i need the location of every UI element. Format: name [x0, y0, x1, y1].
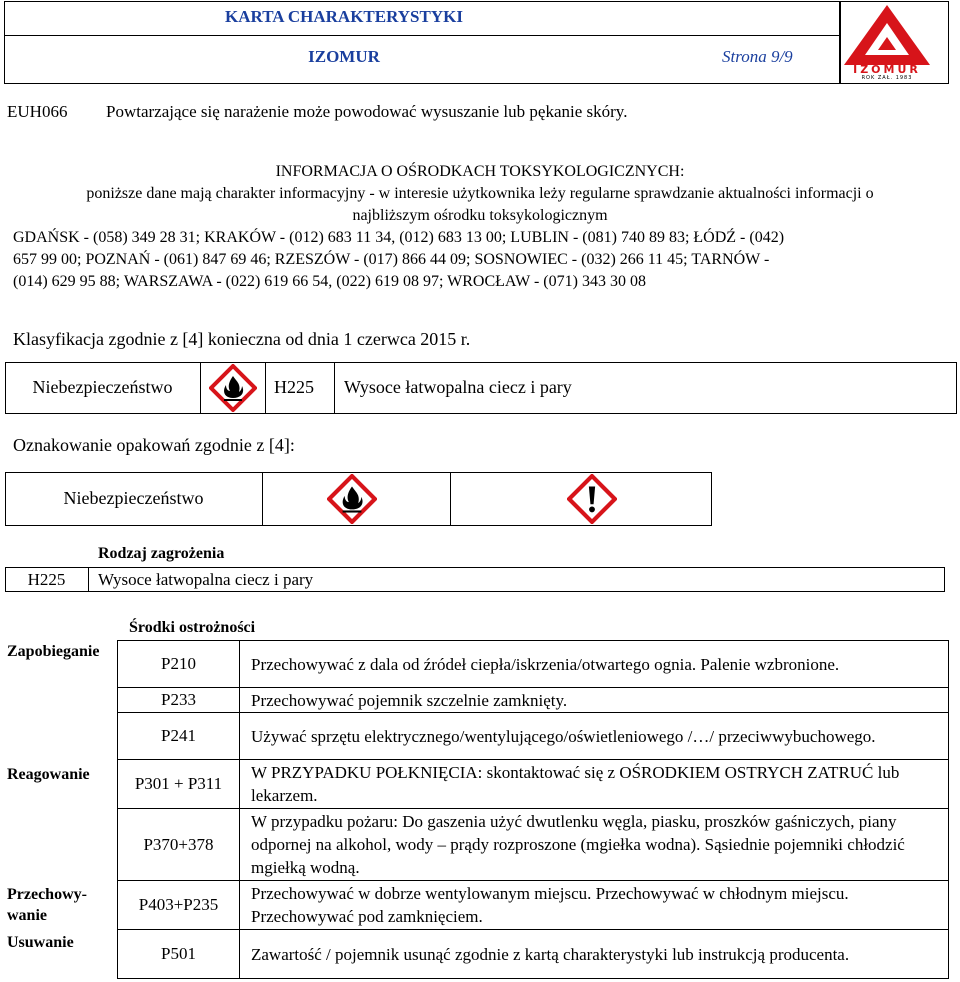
labelling-divider-1: [262, 472, 263, 526]
precaution-code: P403+P235: [118, 881, 240, 929]
logo-subtext: ROK ZAŁ. 1983: [861, 75, 913, 81]
category-response: Reagowanie: [7, 766, 90, 783]
labelling-signal-word: Niebezpieczeństwo: [63, 488, 204, 508]
precaution-text: W przypadku pożaru: Do gaszenia użyć dwutlenku węgla, piasku, proszków gaśniczych, piany odpornej na alkohol, wody – prądy rozproszone (mgiełka wodna). Sąsiednie pojemniki chłodzić mgiełką wodną.: [251, 812, 905, 877]
classification-h-text: Wysoce łatwopalna ciecz i pary: [344, 377, 572, 397]
precaution-row: [117, 640, 949, 688]
precaution-text: Przechowywać pojemnik szczelnie zamknięty.: [251, 690, 568, 710]
category-storage-2: wanie: [7, 907, 47, 924]
company-logo: [843, 3, 945, 82]
tox-line-1: poniższe dane mają charakter informacyjny - w interesie użytkownika leży regularne sprawdzanie aktualności informacji o: [86, 185, 874, 202]
exclamation-icon: [567, 474, 617, 524]
precaution-code: P370+378: [118, 809, 240, 880]
flame-icon: [327, 474, 377, 524]
labelling-divider-2: [450, 472, 451, 526]
hazard-row-divider: [88, 567, 89, 592]
precaution-text: W PRZYPADKU POŁKNIĘCIA: skontaktować się z OŚRODKIEM OSTRYCH ZATRUĆ lub lekarzem.: [251, 763, 900, 805]
precaution-code: P233: [118, 688, 240, 712]
hazard-table-header: Rodzaj zagrożenia: [98, 545, 225, 562]
precaution-code: P241: [118, 713, 240, 759]
classification-divider-1: [200, 362, 201, 414]
flame-icon: [209, 364, 257, 412]
tox-contacts-3: (014) 629 95 88; WARSZAWA - (022) 619 66 54, (022) 619 08 97; WROCŁAW - (071) 343 30 08: [13, 273, 646, 290]
precaution-text: Zawartość / pojemnik usunąć zgodnie z kartą charakterystyki lub instrukcją producenta.: [251, 944, 850, 964]
precaution-row: [117, 687, 949, 713]
precaution-row: [117, 880, 949, 930]
category-disposal: Usuwanie: [7, 934, 74, 951]
classification-note: Klasyfikacja zgodnie z [4] konieczna od dnia 1 czerwca 2015 r.: [13, 329, 471, 349]
tox-contacts-2: 657 99 00; POZNAŃ - (061) 847 69 46; RZESZÓW - (017) 866 44 09; SOSNOWIEC - (032) 266 11 45; TARNÓW -: [13, 251, 770, 268]
tox-line-2: najbliższym ośrodku toksykologicznym: [352, 207, 608, 224]
precaution-row: [117, 712, 949, 760]
classification-signal-word: Niebezpieczeństwo: [32, 377, 173, 397]
precaution-row: [117, 808, 949, 881]
product-name: IZOMUR: [308, 47, 380, 66]
document-title: KARTA CHARAKTERYSTYKI: [225, 7, 463, 26]
logo-text: IZOMUR: [853, 63, 921, 76]
precaution-code: P301 + P311: [118, 760, 240, 808]
precaution-text: Przechowywać z dala od źródeł ciepła/iskrzenia/otwartego ognia. Palenie wzbronione.: [251, 654, 840, 674]
classification-h-code: H225: [274, 377, 314, 397]
category-prevention: Zapobieganie: [7, 643, 100, 660]
precautions-header: Środki ostrożności: [129, 619, 256, 636]
hazard-code: H225: [27, 570, 66, 589]
precaution-code: P501: [118, 930, 240, 978]
hazard-text: Wysoce łatwopalna ciecz i pary: [98, 570, 314, 589]
tox-contacts-1: GDAŃSK - (058) 349 28 31; KRAKÓW - (012) 683 11 34, (012) 683 13 00; LUBLIN - (081) 740 89 83; ŁÓDŹ - (042): [13, 229, 785, 246]
classification-divider-2: [265, 362, 266, 414]
tox-heading: INFORMACJA O OŚRODKACH TOKSYKOLOGICZNYCH:: [275, 163, 685, 180]
precaution-row: [117, 929, 949, 979]
euh-code: EUH066: [7, 102, 68, 121]
labelling-heading: Oznakowanie opakowań zgodnie z [4]:: [13, 435, 295, 455]
precaution-row: [117, 759, 949, 809]
page-number: Strona 9/9: [722, 47, 793, 66]
header-divider: [4, 35, 840, 36]
precaution-text: Przechowywać w dobrze wentylowanym miejscu. Przechowywać w chłodnym miejscu. Przechowywać pod zamknięciem.: [251, 884, 849, 926]
classification-divider-3: [334, 362, 335, 414]
category-storage-1: Przechowy-: [7, 886, 87, 903]
precaution-code: P210: [118, 641, 240, 687]
euh-text: Powtarzające się narażenie może powodować wysuszanie lub pękanie skóry.: [106, 102, 628, 121]
precaution-text: Używać sprzętu elektrycznego/wentylującego/oświetleniowego /…/ przeciwwybuchowego.: [251, 726, 876, 746]
